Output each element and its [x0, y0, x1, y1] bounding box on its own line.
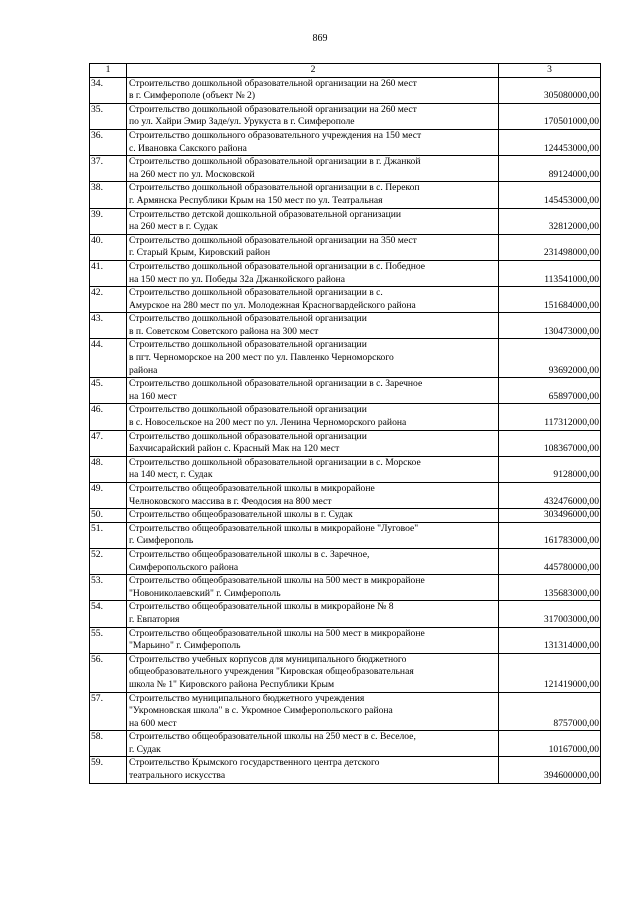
table-row: [90, 627, 601, 653]
table-row: [90, 731, 601, 757]
row-description: Строительство общеобразовательной школы на 500 мест в микрорайоне "Марьино" г. Симферополь: [127, 627, 499, 653]
header-col-2: 2: [127, 64, 499, 78]
row-number: 55.: [90, 627, 127, 653]
table-row: [90, 653, 601, 692]
table-row: [90, 77, 601, 103]
row-number: 42.: [90, 287, 127, 313]
row-amount: 445780000,00: [499, 548, 601, 574]
table-row: [90, 456, 601, 482]
row-number: 46.: [90, 404, 127, 430]
row-description: Строительство дошкольной образовательной организации в п. Советском Советского района на 300 мест: [127, 313, 499, 339]
row-number: 44.: [90, 339, 127, 378]
table-row: [90, 430, 601, 456]
row-number: 51.: [90, 522, 127, 548]
row-number: 53.: [90, 575, 127, 601]
row-description: Строительство дошкольной образовательной организации в с. Новосельское на 200 мест по ул. Ленина Черноморского района: [127, 404, 499, 430]
row-description: Строительство общеобразовательной школы в микрорайоне Челноковского массива в г. Феодосия на 800 мест: [127, 483, 499, 509]
row-description: Строительство дошкольного образовательного учреждения на 150 мест с. Ивановка Сакского района: [127, 129, 499, 155]
row-description: Строительство дошкольной образовательной организации на 350 мест г. Старый Крым, Кировский район: [127, 234, 499, 260]
row-description: Строительство дошкольной образовательной организации в пгт. Черноморское на 200 мест по ул. Павленко Черноморского района: [127, 339, 499, 378]
header-col-1: 1: [90, 64, 127, 78]
row-amount: 170501000,00: [499, 103, 601, 129]
table-row: [90, 509, 601, 523]
row-number: 54.: [90, 601, 127, 627]
row-number: 58.: [90, 731, 127, 757]
row-amount: 231498000,00: [499, 234, 601, 260]
table-row: [90, 692, 601, 731]
row-number: 48.: [90, 456, 127, 482]
row-amount: 93692000,00: [499, 339, 601, 378]
row-number: 35.: [90, 103, 127, 129]
row-amount: 8757000,00: [499, 692, 601, 731]
table-row: [90, 378, 601, 404]
row-number: 37.: [90, 156, 127, 182]
row-description: Строительство Крымского государственного центра детского театрального искусства: [127, 757, 499, 783]
page-number: 869: [312, 33, 328, 44]
row-number: 39.: [90, 208, 127, 234]
row-number: 45.: [90, 378, 127, 404]
row-amount: 151684000,00: [499, 287, 601, 313]
row-amount: 117312000,00: [499, 404, 601, 430]
row-number: 43.: [90, 313, 127, 339]
row-number: 36.: [90, 129, 127, 155]
row-number: 57.: [90, 692, 127, 731]
table-row: [90, 483, 601, 509]
row-amount: 145453000,00: [499, 182, 601, 208]
table-header-row: [90, 64, 601, 78]
row-amount: 305080000,00: [499, 77, 601, 103]
row-amount: 131314000,00: [499, 627, 601, 653]
table-row: [90, 234, 601, 260]
row-number: 52.: [90, 548, 127, 574]
row-number: 59.: [90, 757, 127, 783]
row-amount: 161783000,00: [499, 522, 601, 548]
row-amount: 65897000,00: [499, 378, 601, 404]
row-number: 34.: [90, 77, 127, 103]
table-row: [90, 103, 601, 129]
row-number: 47.: [90, 430, 127, 456]
budget-table: [89, 63, 601, 784]
table-row: [90, 260, 601, 286]
row-description: Строительство дошкольной образовательной организации в с. Морское на 140 мест, г. Судак: [127, 456, 499, 482]
row-description: Строительство дошкольной образовательной организации в с. Победное на 150 мест по ул. Победы 32а Джанкойского района: [127, 260, 499, 286]
row-amount: 303496000,00: [499, 509, 601, 523]
table-row: [90, 404, 601, 430]
row-amount: 124453000,00: [499, 129, 601, 155]
row-description: Строительство общеобразовательной школы на 250 мест в с. Веселое, г. Судак: [127, 731, 499, 757]
row-description: Строительство дошкольной образовательной организации в с. Амурское на 280 мест по ул. Молодежная Красногвардейского района: [127, 287, 499, 313]
row-description: Строительство общеобразовательной школы в с. Заречное, Симферопольского района: [127, 548, 499, 574]
row-number: 50.: [90, 509, 127, 523]
row-description: Строительство общеобразовательной школы на 500 мест в микрорайоне "Новониколаевский" г. Симферополь: [127, 575, 499, 601]
table-row: [90, 129, 601, 155]
row-description: Строительство муниципального бюджетного учреждения "Укромновская школа" в с. Укромное Симферопольского района на 600 мест: [127, 692, 499, 731]
row-description: Строительство дошкольной образовательной организации в с. Перекоп г. Армянска Республики Крым на 150 мест по ул. Театральная: [127, 182, 499, 208]
table-row: [90, 156, 601, 182]
row-description: Строительство дошкольной образовательной организации на 260 мест по ул. Хайри Эмир Заде/ул. Урукуста в г. Симферополе: [127, 103, 499, 129]
row-amount: 394600000,00: [499, 757, 601, 783]
row-amount: 113541000,00: [499, 260, 601, 286]
row-number: 38.: [90, 182, 127, 208]
row-description: Строительство дошкольной образовательной организации Бахчисарайский район с. Красный Мак на 120 мест: [127, 430, 499, 456]
table-row: [90, 522, 601, 548]
row-amount: 10167000,00: [499, 731, 601, 757]
table-row: [90, 757, 601, 783]
row-amount: 89124000,00: [499, 156, 601, 182]
header-col-3: 3: [499, 64, 601, 78]
row-description: Строительство дошкольной образовательной организации в с. Заречное на 160 мест: [127, 378, 499, 404]
row-description: Строительство общеобразовательной школы в г. Судак: [127, 509, 499, 523]
row-amount: 432476000,00: [499, 483, 601, 509]
table-row: [90, 287, 601, 313]
table-row: [90, 208, 601, 234]
row-amount: 135683000,00: [499, 575, 601, 601]
table-row: [90, 548, 601, 574]
table-row: [90, 313, 601, 339]
row-amount: 121419000,00: [499, 653, 601, 692]
row-description: Строительство дошкольной образовательной организации в г. Джанкой на 260 мест по ул. Московской: [127, 156, 499, 182]
row-description: Строительство детской дошкольной образовательной организации на 260 мест в г. Судак: [127, 208, 499, 234]
row-number: 41.: [90, 260, 127, 286]
row-amount: 9128000,00: [499, 456, 601, 482]
row-number: 40.: [90, 234, 127, 260]
row-description: Строительство дошкольной образовательной организации на 260 мест в г. Симферополе (объект № 2): [127, 77, 499, 103]
table-row: [90, 575, 601, 601]
row-description: Строительство общеобразовательной школы в микрорайоне "Луговое" г. Симферополь: [127, 522, 499, 548]
row-amount: 32812000,00: [499, 208, 601, 234]
row-amount: 108367000,00: [499, 430, 601, 456]
row-description: Строительство учебных корпусов для муниципального бюджетного общеобразовательного учреждения "Кировская общеобразовательная школа № 1" Кировского района Республики Крым: [127, 653, 499, 692]
table-row: [90, 339, 601, 378]
row-number: 49.: [90, 483, 127, 509]
table-row: [90, 182, 601, 208]
row-amount: 130473000,00: [499, 313, 601, 339]
row-description: Строительство общеобразовательной школы в микрорайоне № 8 г. Евпатория: [127, 601, 499, 627]
row-amount: 317003000,00: [499, 601, 601, 627]
table-row: [90, 601, 601, 627]
row-number: 56.: [90, 653, 127, 692]
